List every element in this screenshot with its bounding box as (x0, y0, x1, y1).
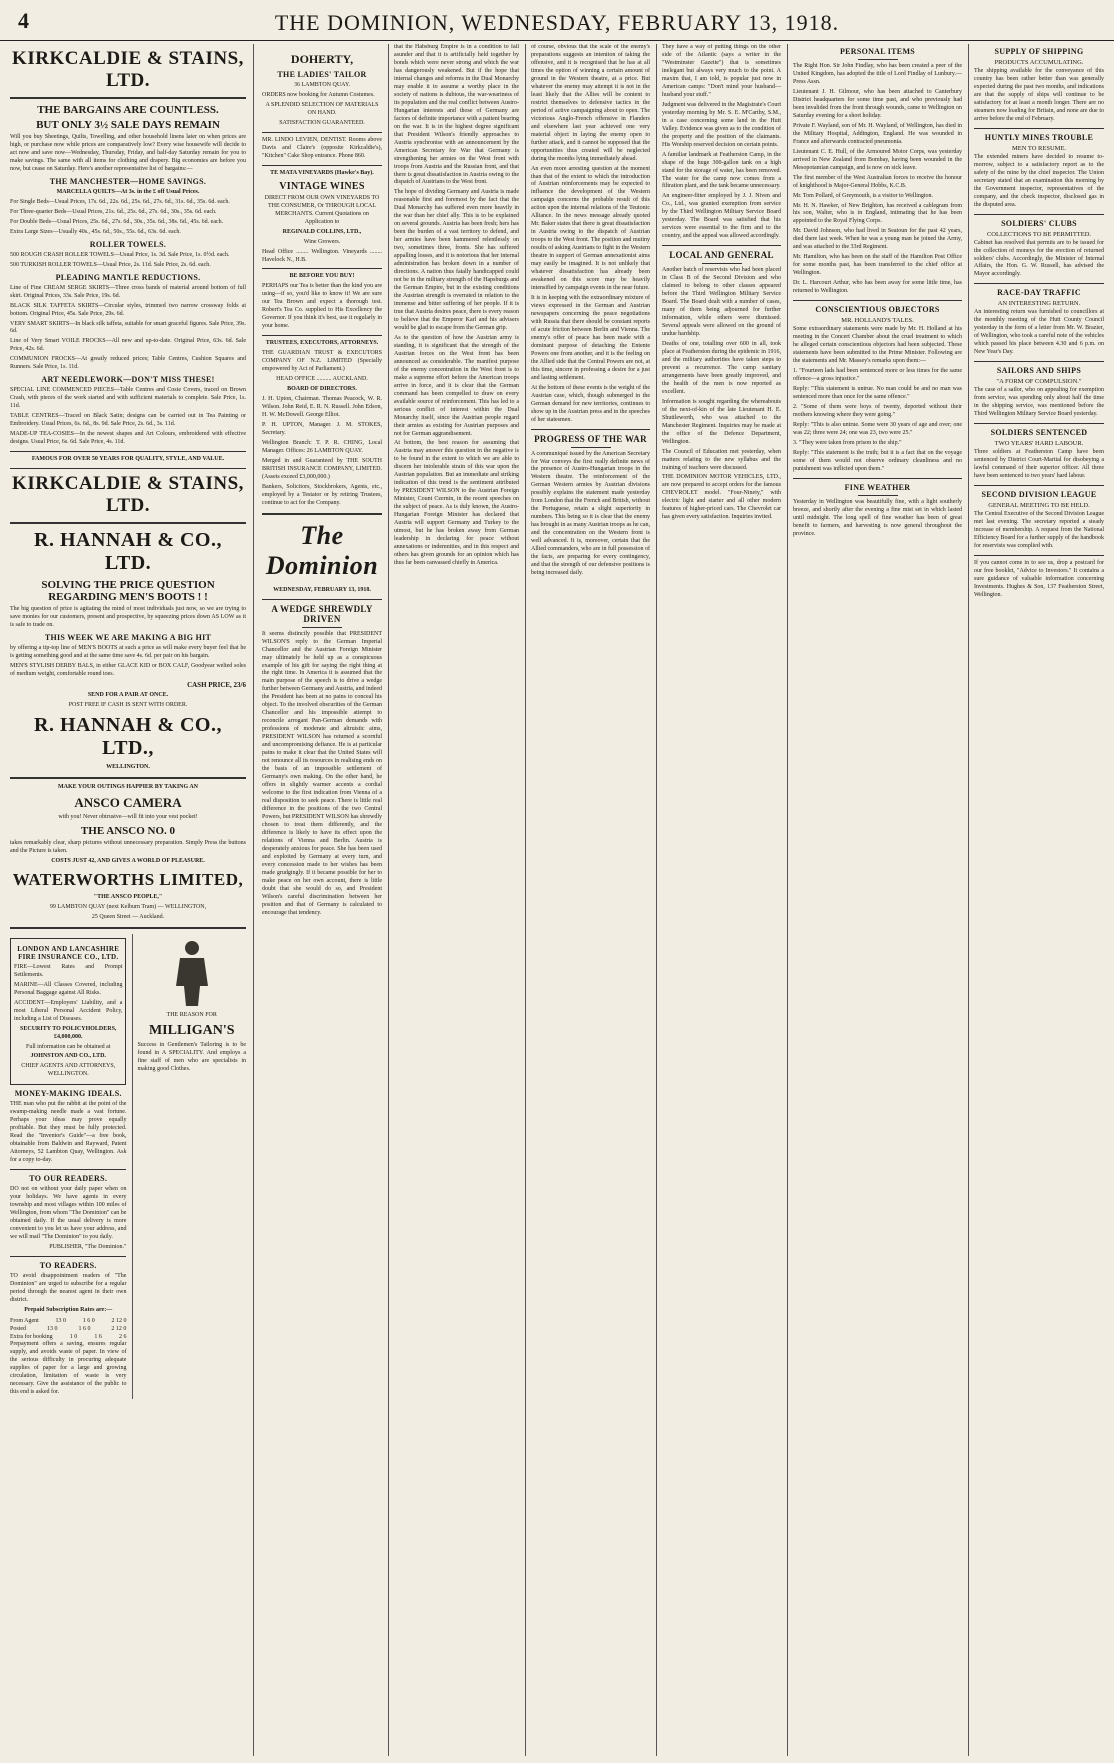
ansco-text: takes remarkably clear, sharp pictures without unnecessary preparation. Simply Press the buttons and the Picture is taken. (10, 839, 246, 854)
rate-value: 1 6 0 (82, 1317, 95, 1324)
readers2-text: TO avoid disappointment readers of "The Dominion" are urged to subscribe for a regular period through the nearest agent in their own district. (10, 1272, 127, 1303)
divider (10, 777, 246, 779)
statement: 1. "Fourteen lads had been sentenced more or less times for the same offence—a gross injustice." (793, 368, 962, 382)
fine-weather-heading: FINE WEATHER (844, 482, 911, 492)
rate-row (10, 1317, 126, 1325)
divider (571, 447, 611, 448)
bargains-heading: THE BARGAINS ARE COUNTLESS. (37, 104, 219, 116)
cash-price: CASH PRICE, 23/6 (187, 680, 246, 689)
doherty-heading: DOHERTY, (290, 52, 354, 66)
doherty-satisfaction: SATISFACTION GUARANTEED. (279, 119, 365, 126)
manchester-line: For Single Beds—Usual Prices, 17s. 6d., 22s. 6d., 25s. 6d., 27s. 6d., 31s. 6d., 35s. 6d. each. (10, 198, 230, 205)
local-heading: LOCAL AND GENERAL (669, 250, 774, 261)
divider (793, 300, 962, 301)
publisher-line: PUBLISHER, "The Dominion." (49, 1243, 127, 1250)
art-line: TABLE CENTRES—Traced on Black Satin; designs can be carried out in Tea Painting or Embroidery. Usual Prices, 6s. 6d., 8s. 9d. Sale Price, 2s. 6d., 3s. 11d. (10, 413, 246, 428)
divider (262, 599, 382, 600)
divider (974, 361, 1104, 362)
statement: 2. "Some of them were boys of twenty, deported without their mothers knowing where they were going." (793, 403, 962, 418)
sentenced-heading: SOLDIERS SENTENCED (990, 428, 1088, 438)
rate-row (10, 1325, 126, 1333)
sentenced-subheading: TWO YEARS' HARD LABOUR. (994, 440, 1084, 448)
personal-item: Lieutenant C. E. Hull, of the Armoured Motor Corps, was yesterday arrived in New Zealand from Bombay, having been wounded in the Mesopotamian campaign, and is now on sick leave. (793, 148, 962, 171)
readers-text: DO not on without your daily paper when on your holidays. We have agents in every township and most villages within 100 miles of Wellington, from whom "The Dominion" can be obtained daily. If the usual delivery is more convenient to you let us have your address, and we will mail "The Dominion" to you daily. (10, 1186, 127, 1240)
news-paragraph: They have a way of putting things on the other side of the Atlantic (says a writer in the "Westminster Gazette") that is sometimes inelegant but always very much to the point. A maxim that, I am told, is popular just now in American camps: "Don't mind your husband—husband your stuff." (662, 44, 781, 98)
week-text: by offering a tip-top line of MEN'S BOOTS at such a price as will make every buyer feel that he is getting something good and at the same time save 4s. 6d. per pair on his bargain. (10, 644, 246, 659)
news-paragraph: Judgment was delivered in the Magistrate's Court yesterday morning by Mr. S. E. M'Carthy, S.M., in a case concerning some land in the Hutt Valley. Evidence was given as to the condition of the property and the position of the claimants. His Worship reserved decision on certain points. (662, 101, 781, 148)
pleading-heading: PLEADING MANTLE REDUCTIONS. (55, 272, 201, 282)
left-ad-stack (10, 934, 126, 1399)
bankers-text: Bankers, Solicitors, Stockbrokers, Agents, etc., employed by a Testator or by retiring Trustees, continue to act for the Company. (262, 483, 382, 506)
divider (858, 495, 898, 496)
news-paragraph: Another batch of reservists who had been placed in Class B of the Second Division and who claimed to belong to other classes appeared before the Third Wellington Military Service Board. The Board dealt with a number of cases, many of them being adjourned for further information, while others were dismissed. Several appeals were allowed on the ground of undue hardship. (662, 267, 781, 337)
column-five (658, 44, 785, 1756)
insurance-line: FIRE—Lowest Rates and Prompt Settlements. (14, 963, 123, 978)
head-office: HEAD OFFICE .......... AUCKLAND. (276, 376, 368, 383)
article-paragraph: An even more arresting question at the moment than that of the extent to which the introduction of Austrian reinforcements may be expected to influence the development of the Western campaign concerns the probable result of this action upon the internal relations of the Teutonic Alliance. In the news message already quoted Mr. Baker states that there is great dissatisfaction in Austria owing to the dispatch of Austrian troops to the West front. The position and mutiny results of asking Austrians to fight in the Western theatre in support of German annexationist aims may easily be imagined. It is not unlikely that whatever dissatisfaction has already been awakened on this score may be heavily intensified by campaign events in the near future. (531, 165, 650, 292)
divider (10, 451, 246, 452)
divider (10, 522, 246, 524)
wine-growers: Wine Growers. (303, 238, 341, 245)
statement: 3. "They were taken from prison to the ship." (793, 439, 902, 446)
roller-heading: ROLLER TOWELS. (89, 239, 167, 249)
personal-item: Lieutenant J. H. Gilmour, who has been attached to Canterbury District headquarters for some time past, and who previously had been invalided from the front through wounds, came to Wellington on Saturday evening for a short holiday. (793, 88, 962, 119)
divider (262, 268, 382, 269)
roller-line: 500 TURKISH ROLLER TOWELS—Usual Price, 2s. 11d. Sale Price, 2s. 6d. each. (10, 261, 211, 268)
personal-item: Dr. L. Harcourt Arthur, who has been away for some little time, has returned to Wellington. (793, 280, 962, 295)
masthead (0, 0, 1114, 41)
rate-row (10, 1333, 126, 1341)
article-paragraph: At bottom, the best reason for assuming that Austria may answer this question in the negative is to be found in the extent to which we are able to discern her intolerable strain of this war upon the Austrian population. But an immediate and striking indication of this trend is the sentiment attributed by PRESIDENT WILSON to the Austrian Foreign Minister, Count Czernin, in the recent speeches on the subject of peace. As is duly known, the Austro-Hungarian Foreign Minister has declared that Austria will support Germany and Turkey to the utmost, but he has broken away from German leadership in declaring for peace without annexations or indemnities, and in this respect and others has given grounds for an opinion which has thus far been canvassed chiefly in America. (394, 440, 519, 566)
supply-text: The shipping available for the conveyance of this country has been rather better than was generally expected during the past two months, and indications are that the supply of ships will continue to be satisfactory for at least a month longer. There are no steamers now loading for Britain, and none are due to arrive before the end of February. (974, 68, 1104, 122)
board-heading: BOARD OF DIRECTORS. (287, 386, 357, 393)
rate-value: 2 12 0 (111, 1317, 127, 1324)
column-rule (388, 44, 389, 1756)
ansco-cost: COSTS JUST 42, AND GIVES A WORLD OF PLEASURE. (51, 857, 205, 864)
boots-text: MEN'S STYLISH DERBY BALS, in either GLACE KID or BOX CALF, Goodyear welted soles of medium weight, comfortable round toes. (10, 662, 246, 677)
divider (10, 1169, 126, 1170)
ansco-with: with you! Never obtrusive—will fit into your vest pocket! (58, 814, 198, 821)
rate-label: Posted (10, 1325, 27, 1332)
rate-value: 1 0 (69, 1333, 78, 1340)
rate-value: 1 6 (94, 1333, 102, 1340)
rates-text: Prepayment offers a saving, ensures regular supply, and avoids waste of paper. In view of the serious difficulty in procuring adequate supplies of paper for a large and growing circulation, limitation of waste is very necessary. Give the assistance of the public to this end is asked for. (10, 1341, 127, 1395)
holland-subheading: MR. HOLLAND'S TALES. (841, 317, 914, 325)
sentenced-text: Three soldiers at Featherston Camp have been sentenced by District Court-Martial for disobeying a lawful command of their superior officer. All three have been sentenced to two years' hard labour. (974, 449, 1104, 479)
doherty-address: 36 LAMBTON QUAY. (293, 82, 351, 88)
dominion-nameplate: The Dominion (265, 520, 379, 580)
supply-subheading: PRODUCTS ACCUMULATING. (994, 59, 1084, 66)
manchester-line: For Double Beds—Usual Prices, 25s. 6d., 27s. 6d., 30s., 35s. 6d., 38s. 6d., 45s. 6d. each. (10, 218, 224, 225)
second-division-subheading: GENERAL MEETING TO BE HELD. (988, 501, 1090, 509)
race-heading: RACE-DAY TRAFFIC (997, 288, 1081, 298)
board-text: J. H. Upton, Chairman. Thomas Peacock, W. R. Wilson. John Reid, E. R. N. Russell. John Edson, H. W. McDowell. George Elliot. (262, 396, 382, 418)
insurance-ad (10, 938, 126, 1086)
huntly-text: The extended miners have decided to resume to-morrow, subject to a satisfactory report as to the safety of the mine by the chief inspector. The Union secretary stated that an examination this morning by the Government inspector, representatives of the company, and the check inspector, disclosed gas in the disputed area. (974, 153, 1104, 208)
news-paragraph: An engineer-fitter employed by J. J. Niven and Co., Ltd., was granted exemption from service by the Third Wellington Military Service Board yesterday. The Board was satisfied that his services were essential to the firm and to the country, and the appeal was allowed accordingly. (662, 193, 781, 240)
rate-value: 13 0 (55, 1317, 67, 1324)
insurance-line: CHIEF AGENTS AND ATTORNEYS, WELLINGTON. (21, 1063, 116, 1078)
divider (531, 429, 650, 430)
soldiers-clubs-subheading: COLLECTIONS TO BE PERMITTED. (986, 230, 1092, 238)
column-four (527, 44, 654, 1756)
ansco-model: THE ANSCO NO. 0 (80, 824, 176, 837)
trustees-heading: TRUSTEES, EXECUTORS, ATTORNEYS. (265, 340, 379, 347)
send-line: SEND FOR A PAIR AT ONCE. (87, 692, 169, 699)
insurance-line: JOHNSTON AND CO., LTD. (30, 1053, 106, 1060)
vineyard-office: Head Office ........ Wellington. Vineyards ........ Havelock N., H.B. (262, 248, 382, 263)
fine-weather-text: Yesterday in Wellington was beautifully fine, with a light southerly breeze, and shortly after the evening a fine mist set in which lasted until midnight. The long spell of fine weather has been of great benefit to farmers, and harvesting is now general throughout the province. (793, 498, 962, 537)
rate-label: Extra for booking (10, 1333, 53, 1340)
bargains-subheading: BUT ONLY 3½ SALE DAYS REMAIN (36, 119, 220, 131)
roller-line: 500 ROUGH CRASH ROLLER TOWELS—Usual Price, 1s. 3d. Sale Price, 1s. 0½d. each. (10, 251, 230, 258)
vintage-heading: VINTAGE WINES (279, 180, 365, 192)
milligans-text: Success in Gentlemen's Tailoring is to be found in A SPECIALITY. And employs a fine staff of men who are specialists in making good Clothes. (137, 1041, 246, 1072)
wedge-text: It seems distinctly possible that PRESIDENT WILSON'S reply to the German Imperial Chancellor and the Austrian Foreign Minister may ultimately be held up as a conspicuous example of his gift for saying the right thing at the right time. In America it is assumed that the main purpose of the speech is to drive a wedge further between Germany and Austria, and indeed the President has been at no pains to conceal his object. To the involved obscurities of the German Chancellor and his impossible attempt to reconcile arrogant Pan-German demands with professions of moderate and altruistic aims, PRESIDENT WILSON has returned a scornful and uncompromising defiance. He is at particular pains to make it clear that the United States will not renounce all its resources in realising ends on the basis of an impossible settlement of Germany's own making. On the other hand, he offers in slightly warmer accents a cordial welcome to the first indication from Vienna of a real disposition to seek peace. There is little real difference in the positions of the two Central Powers, but PRESIDENT WILSON has shrewdly chosen to treat them differently, and the difference is likely to have its effect upon the relations of Vienna and Berlin. Austria is desperately anxious for peace. She has been used and exploited by Germany at every turn, and every concession made to her wishes has been made grudgingly. If it became possible for her to make peace on her own account, there is little doubt that she would do so, and President Wilson's careful discrimination between her position and that of Germany is calculated to encourage that tendency. (262, 630, 382, 916)
pleading-line: Line of Fine CREAM SERGE SKIRTS—Three cross bands of material around bottom of full skirt. Original Prices, 33s. Sale Price, 19s. 6d. (10, 284, 246, 299)
column-two (258, 44, 386, 1756)
tailor-figure-icon (137, 938, 246, 1008)
column-three (390, 44, 523, 1756)
address-line: 25 Queen Street — Auckland. (91, 913, 165, 920)
insurance-line: Full information can be obtained at (25, 1043, 111, 1050)
progress-heading: PROGRESS OF THE WAR (534, 433, 647, 444)
reply: Reply: "This statement is the truth; but it is a fact that on the voyage some of them would not observe ordinary cleanliness and no punishment was inflicted upon them." (793, 449, 962, 472)
insurance-heading: LONDON AND LANCASHIRE FIRE INSURANCE CO., LTD. (17, 944, 120, 961)
hannah-heading: R. HANNAH & CO., LTD. (34, 529, 222, 575)
article-paragraph: At the bottom of these events is the weight of the Austrian case, which, though submerged in the German demand for new territories, continues to show up in the Austrian press and in the speeches of her statesmen. (531, 384, 650, 423)
insurance-line: MARINE—All Classes Covered, including Personal Baggage against All Risks. (14, 981, 123, 996)
sailors-subheading: "A FORM OF COMPULSION." (996, 378, 1082, 386)
insurance-line: ACCIDENT—Employers' Liability, and a most Liberal Personal Accident Policy, including a List of Diseases. (14, 999, 123, 1022)
kirkcaldie-heading: KIRKCALDIE & STAINS, LTD. (12, 48, 244, 91)
divider (793, 478, 962, 479)
reply: Reply: "This statement is untrue. No man could be and no man was sentenced more than once for the same offence." (793, 385, 962, 400)
column-rule (968, 44, 969, 1756)
lower-ads (10, 934, 246, 1399)
outings-line: MAKE YOUR OUTINGS HAPPIER BY TAKING AN (57, 784, 198, 791)
column-rule (253, 44, 254, 1756)
motor-ad: THE DOMINION MOTOR VEHICLES, LTD., are now prepared to accept orders for the famous CHEVROLET model. "Four-Ninety," with electric light and starter and all other modern features of higher-priced cars. The Chevrolet car has given every satisfaction. Inquiries invited. (662, 474, 781, 521)
article-paragraph: The hope of dividing Germany and Austria is made reasonable first and foremost by the fact that the Dual Monarchy has suffered even more heavily in the war than her chief ally. This is to be explained on several grounds. Austria has been fresh; hers has been the burden of a vast territory to defend, and her armies have been hammered relentlessly on two, sometimes three, fronts. She has suffered appalling losses, and it is notorious that her internal administration has broken down in a number of directions. A nation thus fatally handicapped could not be in the military strength of the Hapsburgs and the German Empire, but in the existing conditions the Austrian strength is overrated in relation to the immense and bitter suffering of her people. If it is true that Austria desires peace, there is every reason to believe that the Emperor Karl and his advisers would be glad to escape from the German grip. (394, 189, 519, 331)
huntly-heading: HUNTLY MINES TROUBLE (984, 132, 1094, 142)
hannah-footer: R. HANNAH & CO., LTD., (34, 714, 222, 760)
personal-item: Mr. David Johnson, who had lived in Seatoun for the past 42 years, died there last week. When he was a young man he joined the Army, and was attached to the 33rd Regiment. (793, 228, 962, 251)
readers-heading: TO OUR READERS. (29, 1174, 108, 1184)
divider (702, 263, 742, 264)
dentist-ad: MR. LINDO LEVIEN, DENTIST. Rooms above Davis and Claire's (opposite Kirkcaldie's), "Kitchen" Cake Shop entrance. Phone 860. (262, 136, 382, 159)
personal-item: The first member of the West Australian forces to receive the honour of knighthood is Major-General Hobbs, K.C.B. (793, 174, 962, 189)
second-division-text: The Central Executive of the Second Division League met last evening. The secretary reported a steady increase of membership. A request from the National Efficiency Board for a further supply of the handbook for reservists was complied with. (974, 510, 1104, 549)
masthead-title: THE DOMINION, WEDNESDAY, FEBRUARY 13, 1918. (274, 10, 840, 35)
address-line: 99 LAMBTON QUAY (next Kelburn Tram) — WELLINGTON, (49, 903, 207, 910)
news-paragraph: Deaths of one, totalling over 600 in all, took place at Featherston during the epidemic in 1916, and the military authorities have taken steps to prevent a recurrence. The camp sanitary arrangements have been greatly improved, and the health of the men is now reported as excellent. (662, 340, 781, 395)
page-number: 4 (18, 8, 29, 33)
solving-text: The big question of price is agitating the mind of most individuals just now, so we are trying to save monies for our customers, present and prospective, by squeezing prices down AS LOW as it is safe to trade on. (10, 606, 246, 628)
divider (662, 245, 781, 246)
article-paragraph: As to the question of how the Austrian army is standing, it is significant that the strength of the Austrian forces on the West front has been announced as considerable. The manifest purpose of the enemy concentration in the West front is to make a supreme effort before the American troops arrive in force, and it is clear that the German command has been compelled to draw on every available source of reinforcement. This has led to a serious conflict of interest within the Dual Monarchy itself, since the Austrian people regard their armies as existing for Austrian purposes and not for German aggrandisement. (394, 334, 519, 437)
column-rule (525, 44, 526, 1756)
doherty-orders: ORDERS now booking for Autumn Costumes. (262, 91, 375, 98)
kirkcaldie-footer: KIRKCALDIE & STAINS, LTD. (12, 473, 244, 517)
news-paragraph: A familiar landmark at Featherston Camp, in the shape of the huge 300-gallon tank on a high stand for the storage of water, has been removed. The water for the camp now comes from a filtration plant, and the tank became unnecessary. (662, 151, 781, 190)
hannah-city: WELLINGTON. (106, 764, 150, 771)
personal-item: Mr. H. N. Hawker, of New Brighton, has received a cablegram from his son, Walter, who is in England, intimating that he has been appointed to the Royal Flying Corps. (793, 202, 962, 225)
before-buy-text: PERHAPS our Tea is better than the kind you are using—if so, you'd like to know it! We are sure our Tea Brown and expect a thorough test. Robert's Tea Co. supplied to His Excellency the Governor. If you think it's best, use it regularly in your home. (262, 283, 382, 330)
marcella-line: MARCELLA QUILTS—At 3s. in the £ off Usual Prices. (56, 188, 200, 195)
doherty-selection: A SPLENDID SELECTION OF MATERIALS ON HAND. (265, 101, 379, 116)
news-paragraph: The Council of Education met yesterday, when matters relating to the new syllabus and the training of teachers were discussed. (662, 448, 781, 471)
divider (10, 468, 246, 469)
divider (10, 927, 246, 929)
divider (858, 59, 898, 60)
post-line: POST FREE IF CASH IS SENT WITH ORDER. (68, 702, 188, 709)
advertisement-column (6, 44, 250, 1756)
pleading-line: COMMUNION FROCKS—At greatly reduced prices; Table Centres, Cushion Squares and Runners. Sale Price, 1s. 11d. (10, 356, 246, 371)
managers-text: P. H. UPTON, Manager. J. M. STOKES, Secretary. (262, 421, 382, 436)
second-division-heading: SECOND DIVISION LEAGUE (981, 489, 1097, 499)
milligans-reason: THE REASON FOR (166, 1011, 217, 1018)
reginald-collins: REGINALD COLLINS, LTD., (282, 228, 362, 235)
divider (302, 627, 342, 628)
pleading-line: BLACK SILK TAFFETA SKIRTS—Circular styles, trimmed two narrow crossway folds at bottom. Original Price, 45s. Sale Price, 29s. 6d. (10, 302, 246, 317)
reply: Reply: "This is also untrue. Some were 30 years of age and over; one was 22; three were 24; one was 23, two were 25." (793, 421, 962, 436)
ladies-tailor: THE LADIES' TAILOR (277, 70, 367, 79)
divider (974, 555, 1104, 556)
branch-text: Wellington Branch: T. P. R. CHING, Local Manager. Offices: 26 LAMBTON QUAY. (262, 439, 382, 454)
personal-item: Mr. Tom Pollard, of Greymouth, is a visitor to Wellington. (793, 192, 934, 199)
soldiers-clubs-heading: SOLDIERS' CLUBS (1001, 218, 1077, 228)
art-heading: ART NEEDLEWORK—DON'T MISS THESE! (41, 375, 215, 385)
divider (974, 423, 1104, 424)
soldiers-clubs-text: Cabinet has resolved that permits are to be issued for the collection of moneys for the erection of returned soldiers' clubs. Accordingly, the Minister of Internal Affairs, the Hon. G. W. Russell, has advised the Mayor accordingly. (974, 239, 1104, 278)
article-paragraph: of course, obvious that the scale of the enemy's preparations suggests an intention of taking the offensive, and it is recognised that he has at all times the option of winning a certain amount of ground in the Western theatre, at a price. But whatever the enemy may attempt it is not in the least likely that the Allies will be content to restrict themselves to defensive tactics in the period of active campaigning about to open. The victorious Anglo-French offensive in Flanders and elsewhere last year achieved one very material object in laying the enemy open to further attack, and it cannot be supposed that the opportunities thus created will be neglected during the months lying immediately ahead. (531, 44, 650, 162)
money-heading: MONEY-MAKING IDEALS. (14, 1089, 122, 1099)
investors-ad: If you cannot come in to see us, drop a postcard for our free booklet, "Advice to Investors." It contains a sure guidance of valuable information concerning Investments. Hughes & Son, 137 Featherston Street, Wellington. (974, 559, 1104, 598)
news-paragraph: Information is sought regarding the whereabouts of the next-of-kin of the late Lieutenant H. E. Shuttleworth, who was attached to the Manchester Regiment. Inquiries may be made at the office of the Defence Department, Wellington. (662, 398, 781, 445)
manchester-heading: THE MANCHESTER—HOME SAVINGS. (49, 176, 207, 186)
column-rule (787, 44, 788, 1756)
rate-label: From Agent (10, 1317, 39, 1324)
rates-heading: Prepaid Subscription Rates are:— (24, 1306, 113, 1313)
column-seven (970, 44, 1108, 1756)
manchester-line: Extra Large Sizes—Usually 40s., 45s. 6d., 50s., 55s. 6d., 63s. 6d. each. (10, 228, 181, 235)
conscience-heading: CONSCIENTIOUS OBJECTORS (815, 305, 940, 315)
te-mata-heading: TE MATA VINEYARDS (Hawke's Bay). (270, 169, 374, 176)
divider (10, 1256, 126, 1257)
divider (974, 214, 1104, 215)
personal-item: The Right Hon. Sir John Findlay, who has been created a peer of the United Kingdom, has adopted the title of Lord Findlay of Lunbury.—Press Assn. (793, 63, 962, 85)
column-six (789, 44, 966, 1756)
art-line: MADE-UP TEA-COSIES—In the newest shapes and Art Colours, embroidered with effective designs. Usual Price, 6s. 6d. Sale Price, 4s. 11d. (10, 431, 246, 446)
pleading-line: Line of Very Smart VOILE FROCKS—All new and up-to-date. Original Price, 63s. 6d. Sale Price, 42s. 6d. (10, 338, 246, 353)
conscience-text: Some extraordinary statements were made by Mr. H. Holland at his meeting in the Concert Chamber about the cruel treatment to which he alleged certain conscientious objectors had been subjected. These statements have been submitted to the Prime Minister. Following are the statements and Mr. Massey's remarks upon them:— (793, 326, 962, 365)
progress-text: A communiqué issued by the American Secretary for War conveys the first really definite news of the presence of Austro-Hungarian troops in the Western theatre. The reinforcement of the German Western armies by Austrian divisions possibly explains the statement made yesterday from London that the French and British, without the Portuguese, retain a slight superiority in numbers. This being so it is clear that the enemy has brought in as many Austrian troops as he can, and the concentration on the Western front is well advanced. It is, moreover, certain that the Allied commanders, who are in full possession of the facts, are preparing for every contingency, and that the strength of our defensive positions is being increased daily. (531, 450, 650, 577)
rate-value: 2 12 0 (111, 1325, 127, 1332)
week-heading: THIS WEEK WE ARE MAKING A BIG HIT (44, 632, 212, 642)
article-paragraph: that the Habsburg Empire is in a condition to fall asunder and that it is artificially held together by bonds which were never strong and which the war has dangerously weakened. But if the hope that internal changes and reforms in the Dual Monarchy may enable it to assume a worthy place in the society of nations is dubious, the war-weariness of its population and the real conflict between Austro-Hungarian interests and those of Germany are factors of definite importance with a patient bearing on the war. It is in the highest degree significant that President Wilson's friendly approaches to Austria synchronise with an announcement by the American Secretary for War that Germany is strengthening her armies on the West front with troops from Austria and the Russian front, and that there is great dissatisfaction in Austria owing to the dispatch of Austrians to the West front. (394, 44, 519, 186)
waterworths-heading: WATERWORTHS LIMITED, (12, 869, 244, 889)
rate-value: 13 0 (46, 1325, 58, 1332)
divider (262, 132, 382, 133)
divider (974, 485, 1104, 486)
insurance-line: SECURITY TO POLICYHOLDERS, £4,000,000. (20, 1025, 117, 1040)
bargains-text: Will you buy Sheetings, Quilts, Towelling, and other household linens later on when prices are high, or purchase now while prices are comparatively low? Every wise housewife will decide to act now and save now—Wednesday, Thursday, Friday, and half-day Saturday remain for you to make savings. The same with all items for clothing and drapery. Big economies are before you now, but cease on Saturday. Here's another representative list of bargains:— (10, 134, 246, 172)
merged-text: Merged in and Guaranteed by THE SOUTH BRITISH INSURANCE COMPANY, LIMITED. (Assets exceed £3,000,000.) (262, 457, 382, 480)
readers2-heading: TO READERS. (39, 1260, 97, 1270)
supply-heading: SUPPLY OF SHIPPING (994, 47, 1084, 56)
right-ad-stack (132, 934, 246, 1399)
divider (974, 128, 1104, 129)
before-buy-heading: BE BEFORE YOU BUY! (289, 273, 355, 280)
ansco-heading: ANSCO CAMERA (74, 795, 182, 811)
sailors-text: The case of a sailor, who on appealing for exemption from service, was spending only about half the time in the shipping service, was mentioned before the Third Wellington Military Service Board yesterday. (974, 387, 1104, 418)
art-line: SPECIAL LINE COMMENCED PIECES—Table Centres and Cosie Covers, traced on Brown Crash, with pieces of the work started and with sufficient materials to complete. Sale Price, 1s. 11d. (10, 387, 246, 410)
personal-heading: PERSONAL ITEMS (839, 47, 916, 56)
manchester-line: For Three-quarter Beds—Usual Prices, 21s. 6d., 25s. 6d., 27s. 6d., 30s., 35s. 6d. each. (10, 208, 217, 215)
race-text: An interesting return was furnished to councillors at the monthly meeting of the Hutt County Council yesterday in the form of a letter from Mr. W. Brazier, of Wellington, who took a careful note of the vehicles which passed his place between 4.30 and 6 p.m. on New Year's Day. (974, 309, 1104, 356)
article-paragraph: It is in keeping with the extraordinary mixture of views expressed in the German and Austrian newspapers concerning the peace negotiations with Russia that there should be constant reports of acute friction between Berlin and Vienna. The enemy's offer of peace has been made with a dominant purpose of detaching the Entente Powers one from another, and it is the feeling on the Allied side that the Central Powers are not, at this time, sincere in professing a desire for a just and lasting settlement. (531, 295, 650, 381)
guardian-text: THE GUARDIAN TRUST & EXECUTORS COMPANY OF N.Z. LIMITED (Specially empowered by Act of Parliament.) (262, 350, 382, 373)
personal-item: Mr. Hamilton, who has been on the staff of the Hamilton Post Office for some months past, has been transferred to the chief office at Wellington. (793, 254, 962, 277)
pleading-line: VERY SMART SKIRTS—In black silk taffeta, suitable for smart graceful figures. Sale Price, 39s. 6d. (10, 320, 246, 335)
column-rule (656, 44, 657, 1756)
sailors-heading: SAILORS AND SHIPS (996, 366, 1082, 376)
milligans-heading: MILLIGAN'S (148, 1022, 235, 1038)
divider (262, 165, 382, 166)
rate-value: 1 6 0 (78, 1325, 91, 1332)
wedge-heading: A WEDGE SHREWDLY DRIVEN (271, 603, 373, 624)
divider (262, 335, 382, 336)
divider (262, 513, 382, 515)
vintage-text: DIRECT FROM OUR OWN VINEYARDS TO THE CONSUMER, Or THROUGH LOCAL MERCHANTS. Current Quotations on Application to (264, 194, 380, 225)
rate-value: 2 6 (118, 1333, 127, 1340)
money-text: THE man who put the rabbit at the point of the swamp-making needle made a vast fortune. Perhaps your ideas may prove equally profitable. But they must be fully protected. Read the "Inventor's Guide"—a free book, obtainable from Baldwin and Rayward, Patent Attorneys, 52 Lambton Quay, Wellington. Ask for a copy to-day. (10, 1101, 127, 1164)
famous-line: FAMOUS FOR OVER 50 YEARS FOR QUALITY, STYLE, AND VALUE. (31, 456, 225, 463)
solving-heading: SOLVING THE PRICE QUESTION REGARDING MEN'S BOOTS ! ! (41, 579, 215, 604)
edition-date: WEDNESDAY, FEBRUARY 13, 1918. (273, 586, 371, 593)
race-subheading: AN INTERESTING RETURN. (997, 300, 1081, 308)
huntly-subheading: MEN TO RESUME. (1011, 144, 1067, 152)
personal-item: Private F. Wayland, son of Mr. H. Wayland, of Wellington, has died in the Military Hospital, Addington, England. He was wounded in France and afterwards contracted pneumonia. (793, 122, 962, 145)
ansco-people: "THE ANSCO PEOPLE," (93, 893, 163, 900)
divider (974, 283, 1104, 284)
divider (10, 97, 246, 99)
